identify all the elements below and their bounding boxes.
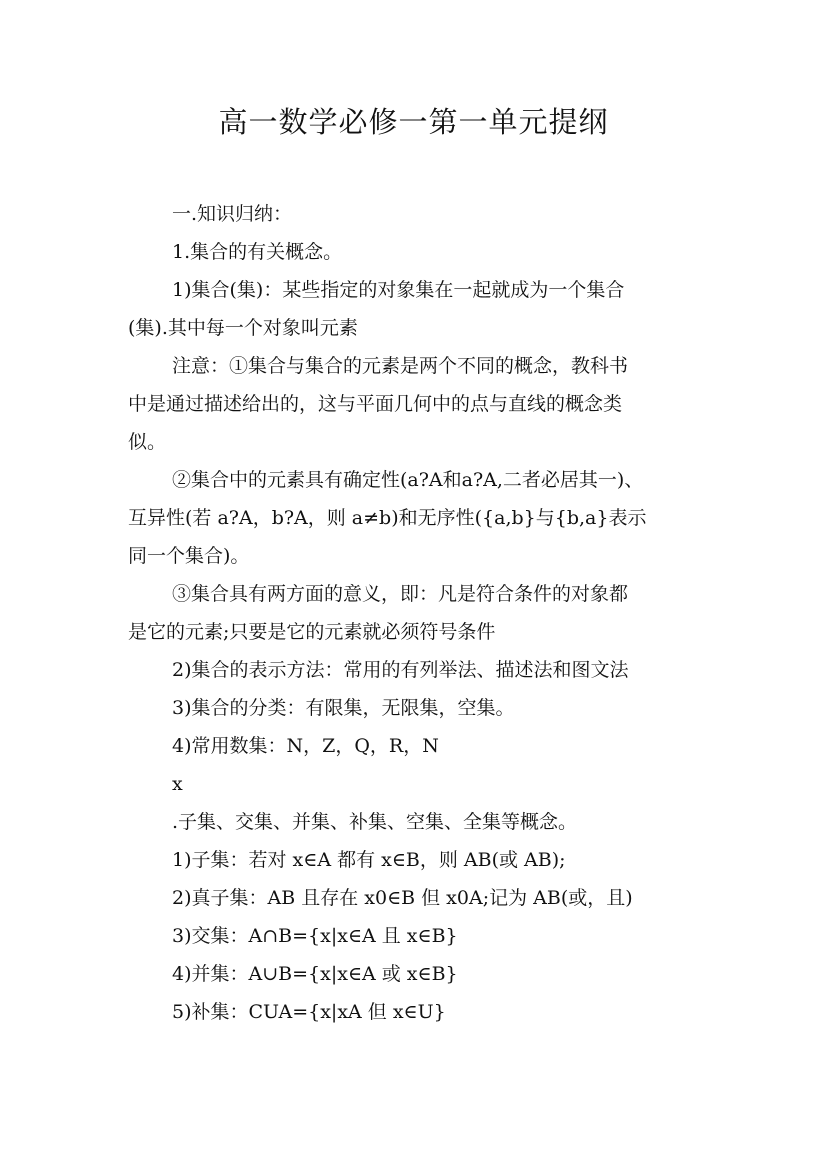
paragraph-line: 3)交集：A∩B={x|x∈A 且 x∈B}: [172, 925, 458, 947]
paragraph-line: 是它的元素;只要是它的元素就必须符号条件: [128, 621, 496, 643]
paragraph-line: .子集、交集、并集、补集、空集、全集等概念。: [172, 811, 578, 833]
paragraph-line: ③集合具有两方面的意义，即：凡是符合条件的对象都: [172, 583, 629, 605]
paragraph-line: 注意：①集合与集合的元素是两个不同的概念，教科书: [172, 355, 629, 377]
paragraph-line: 1)集合(集)：某些指定的对象集在一起就成为一个集合: [172, 279, 625, 301]
paragraph-line: (集).其中每一个对象叫元素: [128, 317, 358, 339]
paragraph-line: 4)常用数集：N，Z，Q，R，N: [172, 735, 439, 757]
paragraph-line: 互异性(若 a?A，b?A，则 a≠b)和无序性({a,b}与{b,a}表示: [128, 507, 647, 529]
paragraph-line: 同一个集合)。: [128, 545, 250, 567]
section-heading: 一.知识归纳：: [172, 203, 293, 225]
paragraph-line: 2)集合的表示方法：常用的有列举法、描述法和图文法: [172, 659, 629, 681]
paragraph-line: ②集合中的元素具有确定性(a?A和a?A,二者必居其一)、: [172, 469, 644, 491]
paragraph-line: x: [172, 773, 183, 795]
document-body: [128, 195, 704, 1031]
paragraph-line: 1)子集：若对 x∈A 都有 x∈B，则 AB(或 AB);: [172, 849, 566, 871]
paragraph-line: 2)真子集：AB 且存在 x0∈B 但 x0A;记为 AB(或，且): [172, 887, 633, 909]
document-title: 高一数学必修一第一单元提纲: [218, 105, 609, 139]
paragraph-line: 似。: [128, 431, 167, 453]
paragraph-line: 中是通过描述给出的，这与平面几何中的点与直线的概念类: [128, 393, 623, 415]
paragraph-line: 5)补集：CUA={x|xA 但 x∈U}: [172, 1001, 446, 1023]
paragraph-line: 4)并集：A∪B={x|x∈A 或 x∈B}: [172, 963, 458, 985]
paragraph-line: 3)集合的分类：有限集，无限集，空集。: [172, 697, 515, 719]
subsection-heading: 1.集合的有关概念。: [172, 241, 343, 263]
